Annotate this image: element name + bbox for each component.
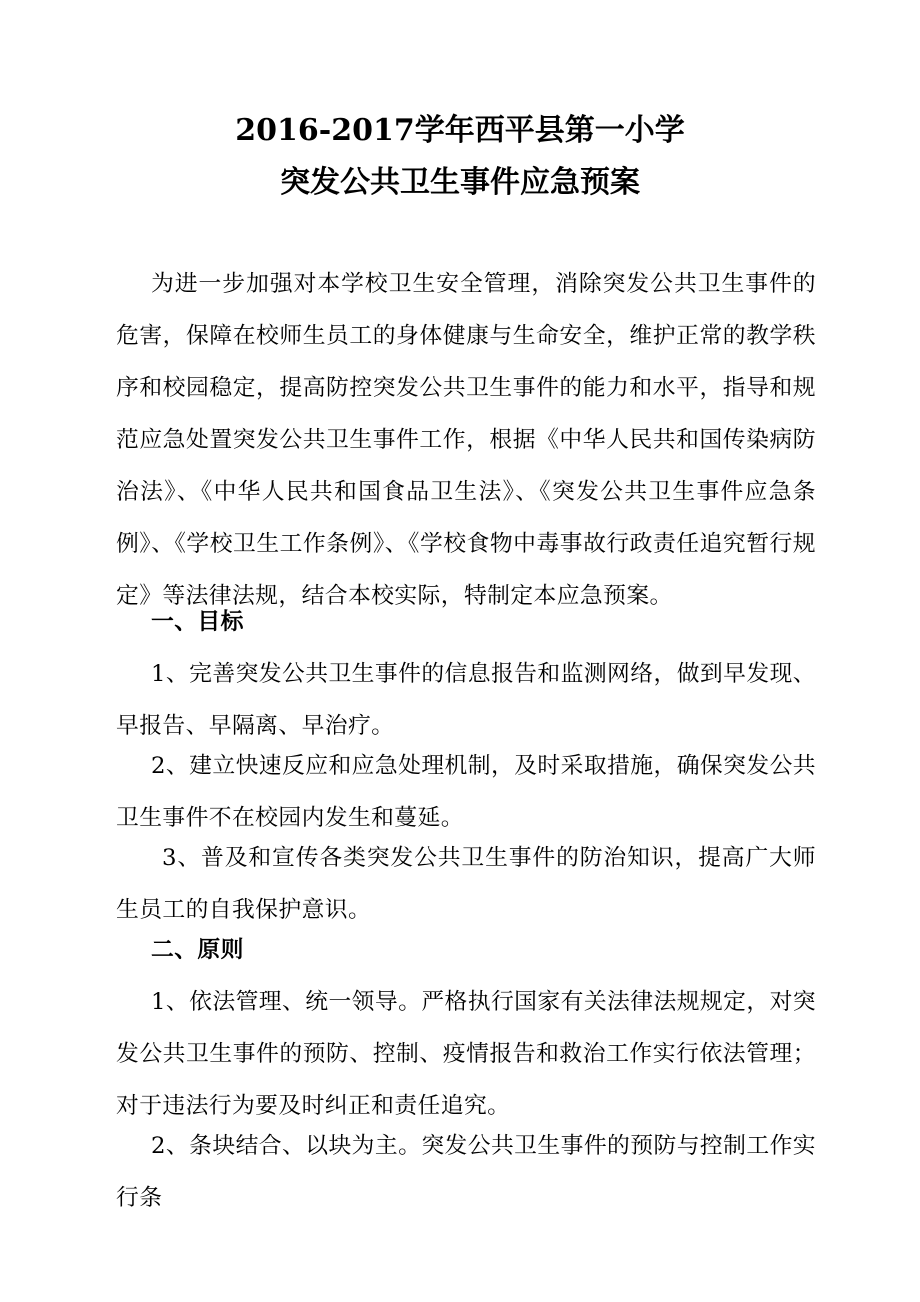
goal-item-2: 2、建立快速反应和应急处理机制，及时采取措施，确保突发公共卫生事件不在校园内发生和蔓延。 [116, 753, 816, 831]
document-title-line2: 突发公共卫生事件应急预案 [280, 165, 640, 200]
document-title-line1: 2016-2017学年西平县第一小学 [235, 113, 685, 148]
principle-item-2: 2、条块结合、以块为主。突发公共卫生事件的预防与控制工作实行条 [116, 1133, 816, 1211]
principle-item-1: 1、依法管理、统一领导。严格执行国家有关法律法规规定，对突发公共卫生事件的预防、控制、疫情报告和救治工作实行依法管理；对于违法行为要及时纠正和责任追究。 [116, 989, 816, 1119]
section-heading-principles: 二、原则 [151, 937, 244, 963]
goal-item-1: 1、完善突发公共卫生事件的信息报告和监测网络，做到早发现、早报告、早隔离、早治疗。 [116, 661, 816, 739]
intro-paragraph: 为进一步加强对本学校卫生安全管理，消除突发公共卫生事件的危害，保障在校师生员工的身体健康与生命安全，维护正常的教学秩序和校园稳定，提高防控突发公共卫生事件的能力和水平，指导和规范应急处置突发公共卫生事件工作，根据《中华人民共和国传染病防治法》、《中华人民共和国食品卫生法》、《突发公共卫生事件应急条例》、《学校卫生工作条例》、《学校食物中毒事故行政责任追究暂行规定》等法律法规，结合本校实际，特制定本应急预案。 [116, 271, 816, 609]
section-heading-goals: 一、目标 [151, 609, 244, 635]
goal-item-3: 3、普及和宣传各类突发公共卫生事件的防治知识，提高广大师生员工的自我保护意识。 [116, 845, 816, 923]
